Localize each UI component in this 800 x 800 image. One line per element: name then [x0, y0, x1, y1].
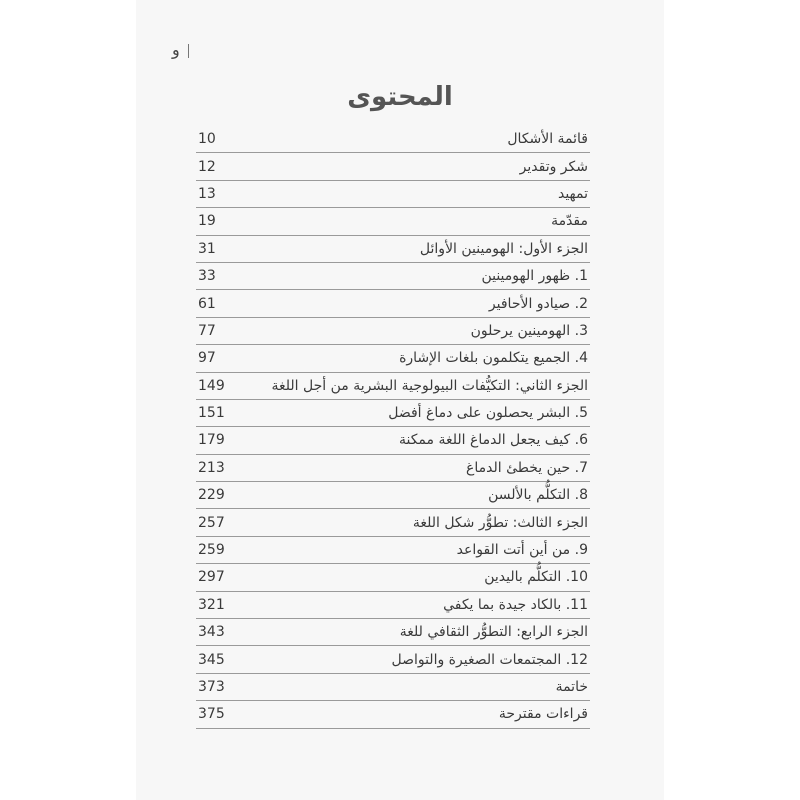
toc-page-number: 343 [198, 624, 225, 641]
toc-entry-label: الجزء الثاني: التكيُّفات البيولوجية البشرية من أجل اللغة [271, 377, 588, 394]
page-number-divider [188, 44, 189, 58]
toc-entry-label: 7. حين يخطئ الدماغ [466, 459, 588, 476]
toc-entry-label: تمهيد [557, 185, 588, 202]
toc-entry-label: خاتمة [555, 679, 588, 695]
toc-entry-label: 8. التكلُّم بالألسن [488, 487, 588, 504]
toc-entry-label: 4. الجميع يتكلمون بلغات الإشارة [399, 350, 588, 367]
toc-entry [196, 290, 590, 317]
toc-entry-label: 6. كيف يجعل الدماغ اللغة ممكنة [398, 432, 588, 449]
toc-entry-label: الجزء الرابع: التطوُّر الثقافي للغة [399, 624, 588, 641]
toc-entry-label: 5. البشر يحصلون على دماغ أفضل [388, 405, 588, 422]
toc-page-number: 31 [198, 240, 216, 257]
page-number-marker [172, 40, 189, 59]
toc-entry [196, 509, 590, 536]
toc-page-number: 151 [198, 405, 225, 422]
page-number: و [172, 40, 180, 59]
toc-entry-label: 2. صيادو الأحافير [488, 295, 588, 312]
toc-entry-label: قراءات مقترحة [498, 706, 588, 723]
toc-entry [196, 619, 590, 646]
toc-entry-label: قائمة الأشكال [507, 131, 588, 148]
toc-entry-label: شكر وتقدير [519, 158, 588, 175]
toc-entry [196, 674, 590, 701]
toc-page-number: 61 [198, 295, 216, 312]
toc-page-number: 179 [198, 432, 225, 449]
toc-entry [196, 318, 590, 345]
toc-entry [196, 427, 590, 454]
toc-entry [196, 646, 590, 673]
toc-page-number: 33 [198, 268, 216, 285]
toc-entry [196, 208, 590, 235]
toc-title: المحتوى [347, 82, 453, 112]
toc-entry-label: الجزء الثالث: تطوُّر شكل اللغة [412, 514, 588, 531]
toc-page-number: 12 [198, 158, 216, 175]
toc-entry-label: 12. المجتمعات الصغيرة والتواصل [391, 651, 588, 668]
toc-page-number: 229 [198, 487, 225, 504]
toc-page-number: 321 [198, 596, 225, 613]
toc-entry-label: 10. التكلُّم باليدين [484, 569, 588, 586]
toc-page-number: 373 [198, 679, 225, 695]
toc-entry [196, 126, 590, 153]
toc-entry-label: 3. الهومينين يرحلون [470, 322, 588, 339]
toc-page-number: 13 [198, 185, 216, 202]
toc-entry [196, 537, 590, 564]
toc-page-number: 345 [198, 651, 225, 668]
toc-page-number: 19 [198, 213, 216, 230]
toc-entry-label: 9. من أين أتت القواعد [456, 542, 588, 559]
toc-entry [196, 263, 590, 290]
toc-entry [196, 181, 590, 208]
toc-page-number: 375 [198, 706, 225, 723]
toc-entry-label: الجزء الأول: الهومينين الأوائل [419, 240, 588, 257]
toc-entry-label: مقدّمة [551, 213, 588, 230]
toc-page-number: 149 [198, 377, 225, 394]
toc-entry [196, 701, 590, 728]
toc-page-number: 10 [198, 131, 216, 148]
toc-page-number: 257 [198, 514, 225, 531]
toc-page-number: 77 [198, 322, 216, 339]
toc-page-number: 259 [198, 542, 225, 559]
toc-page-number: 213 [198, 459, 225, 476]
toc-entry [196, 373, 590, 400]
toc-page-number: 297 [198, 569, 225, 586]
toc-page-number: 97 [198, 350, 216, 367]
toc-entry [196, 345, 590, 372]
toc-entry [196, 236, 590, 263]
toc-entry [196, 153, 590, 180]
toc-entry [196, 564, 590, 591]
toc-entry-label: 11. بالكاد جيدة بما يكفي [443, 596, 588, 613]
toc-entry [196, 455, 590, 482]
toc-list [196, 126, 590, 729]
toc-entry [196, 482, 590, 509]
toc-entry [196, 592, 590, 619]
toc-entry [196, 400, 590, 427]
toc-entry-label: 1. ظهور الهومينين [481, 268, 588, 285]
